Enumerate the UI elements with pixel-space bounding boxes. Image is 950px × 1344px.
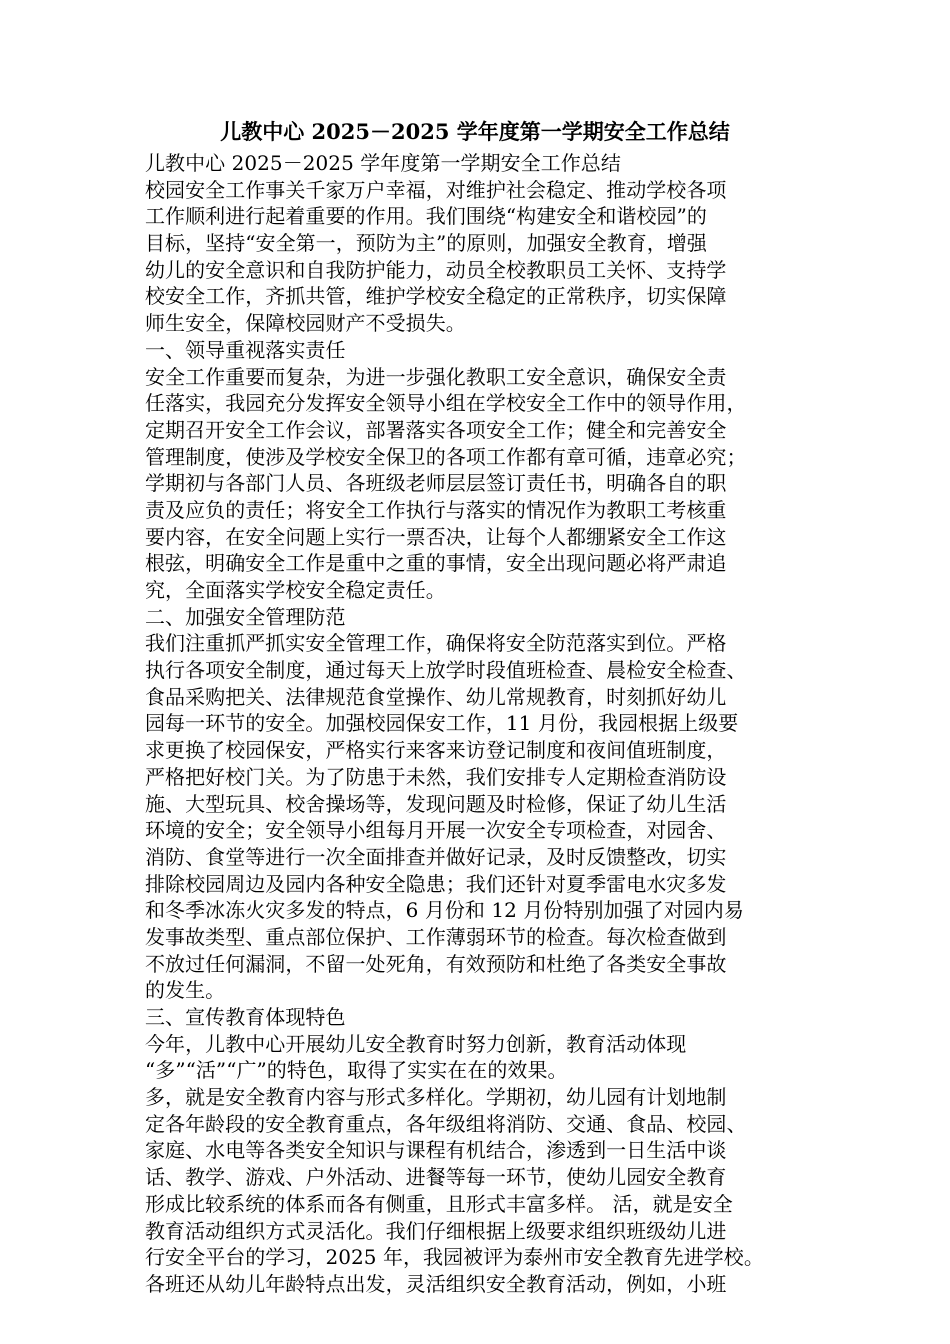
text-line: 排除校园周边及园内各种安全隐患；我们还针对夏季雷电水灾多发 bbox=[145, 871, 727, 896]
text-line: 消防、食堂等进行一次全面排查并做好记录，及时反馈整改，切实 bbox=[145, 844, 727, 869]
text-line: 教育活动组织方式灵活化。我们仔细根据上级要求组织班级幼儿进 bbox=[145, 1218, 727, 1243]
text-line: “多”“活”“广”的特色，取得了实实在在的效果。 bbox=[145, 1058, 568, 1083]
text-line: 形成比较系统的体系而各有侧重，且形式丰富多样。 活，就是安全 bbox=[145, 1191, 733, 1216]
text-line: 今年，儿教中心开展幼儿安全教育时努力创新，教育活动体现 bbox=[145, 1031, 687, 1056]
text-line: 和冬季冰冻火灾多发的特点，6 月份和 12 月份特别加强了对园内易 bbox=[145, 898, 744, 923]
text-line: 师生安全，保障校园财产不受损失。 bbox=[145, 311, 466, 336]
text-line: 执行各项安全制度，通过每天上放学时段值班检查、晨检安全检查、 bbox=[145, 658, 747, 683]
text-line: 施、大型玩具、校舍操场等，发现问题及时检修，保证了幼儿生活 bbox=[145, 791, 727, 816]
text-line: 要内容，在安全问题上实行一票否决，让每个人都绷紧安全工作这 bbox=[145, 524, 727, 549]
text-line: 家庭、水电等各类安全知识与课程有机结合，渗透到一日生活中谈 bbox=[145, 1138, 727, 1163]
text-line: 二、加强安全管理防范 bbox=[145, 604, 346, 629]
text-line: 校安全工作，齐抓共管，维护学校安全稳定的正常秩序，切实保障 bbox=[145, 284, 727, 309]
text-line: 工作顺利进行起着重要的作用。我们围绕“构建安全和谐校园”的 bbox=[145, 204, 707, 229]
text-line: 园每一环节的安全。加强校园保安工作，11 月份，我园根据上级要 bbox=[145, 711, 739, 736]
text-line: 发事故类型、重点部位保护、工作薄弱环节的检查。每次检查做到 bbox=[145, 924, 727, 949]
text-line: 环境的安全；安全领导小组每月开展一次安全专项检查，对园舍、 bbox=[145, 818, 727, 843]
text-line: 定各年龄段的安全教育重点，各年级组将消防、交通、食品、校园、 bbox=[145, 1111, 747, 1136]
text-line: 行安全平台的学习，2025 年，我园被评为泰州市安全教育先进学校。 bbox=[145, 1245, 764, 1270]
text-line: 严格把好校门关。为了防患于未然，我们安排专人定期检查消防设 bbox=[145, 764, 727, 789]
text-line: 话、教学、游戏、户外活动、进餐等每一环节，使幼儿园安全教育 bbox=[145, 1165, 727, 1190]
text-line: 任落实，我园充分发挥安全领导小组在学校安全工作中的领导作用， bbox=[145, 391, 747, 416]
text-line: 根弦，明确安全工作是重中之重的事情，安全出现问题必将严肃追 bbox=[145, 551, 727, 576]
text-line: 校园安全工作事关千家万户幸福，对维护社会稳定、推动学校各项 bbox=[145, 177, 727, 202]
text-line: 的发生。 bbox=[145, 978, 226, 1003]
text-line: 多，就是安全教育内容与形式多样化。学期初，幼儿园有计划地制 bbox=[145, 1085, 727, 1110]
text-line: 食品采购把关、法律规范食堂操作、幼儿常规教育，时刻抓好幼儿 bbox=[145, 684, 727, 709]
text-line: 三、宣传教育体现特色 bbox=[145, 1005, 346, 1029]
text-line: 求更换了校园保安，严格实行来客来访登记制度和夜间值班制度， bbox=[145, 738, 727, 763]
text-line: 幼儿的安全意识和自我防护能力，动员全校教职员工关怀、支持学 bbox=[145, 257, 727, 282]
text-line: 管理制度，使涉及学校安全保卫的各项工作都有章可循，违章必究； bbox=[145, 444, 747, 469]
document-title: 儿教中心 2025－2025 学年度第一学期安全工作总结 bbox=[220, 119, 730, 144]
text-line: 责及应负的责任；将安全工作执行与落实的情况作为教职工考核重 bbox=[145, 497, 727, 522]
text-line: 我们注重抓严抓实安全管理工作，确保将安全防范落实到位。严格 bbox=[145, 631, 727, 656]
text-line: 定期召开安全工作会议，部署落实各项安全工作；健全和完善安全 bbox=[145, 417, 727, 442]
text-line: 各班还从幼儿年龄特点出发，灵活组织安全教育活动，例如，小班 bbox=[145, 1271, 727, 1296]
text-line: 学期初与各部门人员、各班级老师层层签订责任书，明确各自的职 bbox=[145, 471, 727, 496]
text-line: 究，全面落实学校安全稳定责任。 bbox=[145, 578, 446, 602]
text-line: 目标，坚持“安全第一，预防为主”的原则，加强安全教育，增强 bbox=[145, 231, 707, 256]
text-line: 一、领导重视落实责任 bbox=[145, 337, 346, 362]
text-line: 不放过任何漏洞，不留一处死角，有效预防和杜绝了各类安全事故 bbox=[145, 951, 727, 976]
document-body bbox=[145, 150, 825, 1298]
text-line: 儿教中心 2025－2025 学年度第一学期安全工作总结 bbox=[145, 151, 621, 175]
text-line: 安全工作重要而复杂，为进一步强化教职工安全意识，确保安全责 bbox=[145, 364, 727, 389]
